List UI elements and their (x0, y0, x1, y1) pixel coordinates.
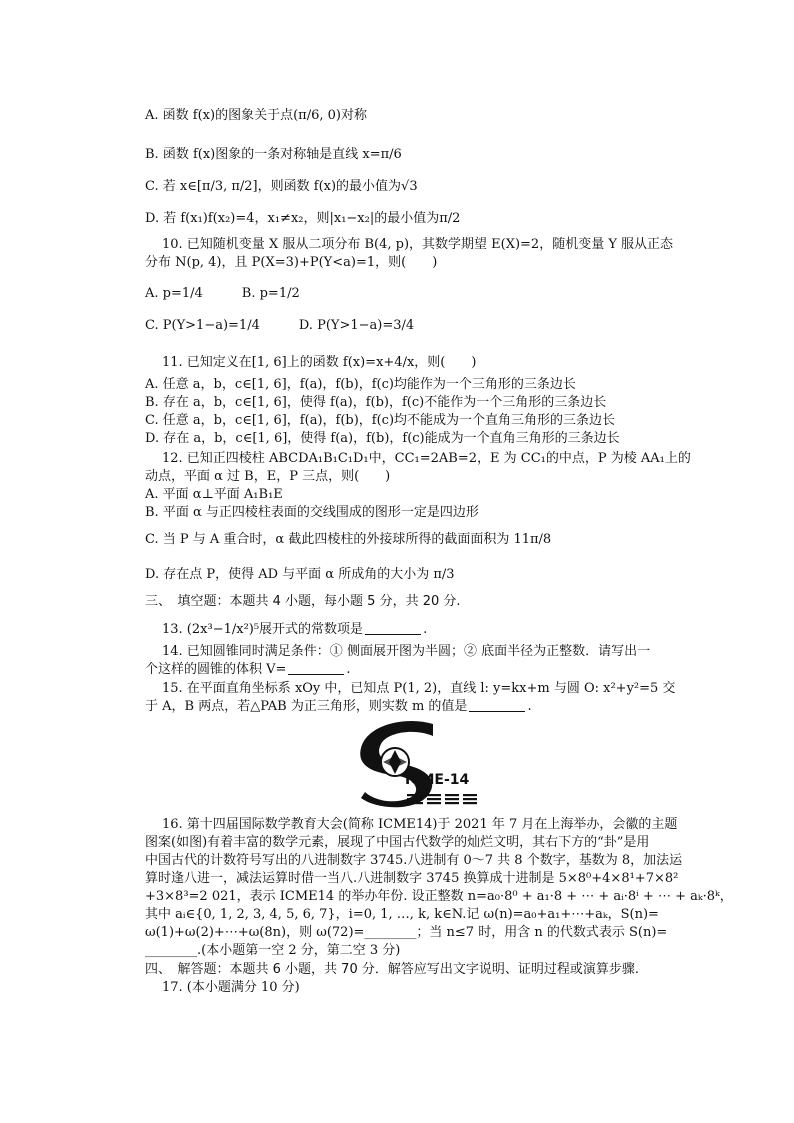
icme14-logo (337, 718, 489, 810)
line-q12-l1 (162, 451, 691, 467)
line-q14-l2: 个这样的圆锥的体积 V= . (145, 662, 351, 677)
line-text: 于 A，B 两点，若△PAB 为正三角形，则实数 m 的值是 (145, 699, 468, 714)
line-q10-l2 (145, 255, 437, 271)
line-sec3 (145, 594, 461, 610)
line-text: C. 当 P 与 A 重合时，α 截此四棱柱的外接球所得的截面面积为 11π/8 (145, 532, 552, 547)
line-q16-l5 (145, 889, 733, 905)
line-text: 17. (本小题满分 10 分) (162, 980, 300, 995)
line-text: A. p=1/4 B. p=1/2 (145, 286, 300, 301)
line-text: 分布 N(p, 4)，且 P(X=3)+P(Y<a)=1，则( ) (145, 255, 438, 270)
line-q12-l2 (145, 469, 390, 485)
line-text: 个这样的圆锥的体积 V= (145, 662, 287, 677)
line-q16-l1 (162, 817, 677, 833)
line-q16-l4 (145, 871, 678, 887)
line-text: ω(1)+ω(2)+⋯+ω(8n)，则 ω(72)=________；当 n≤7 时，用含 n 的代数式表示 S(n)= (145, 925, 668, 940)
line-text: 16. 第十四届国际数学教育大会(简称 ICME14)于 2021 年 7 月在上海举办，会徽的主题 (162, 817, 678, 832)
line-q10-l1 (162, 237, 673, 253)
answer-blank[interactable] (469, 699, 525, 712)
line-opt-9b (145, 147, 402, 163)
answer-blank[interactable] (288, 662, 344, 675)
line-text: 四、 解答题：本题共 6 小题，共 70 分．解答应写出文字说明、证明过程或演算步骤. (145, 962, 639, 977)
line-text: A. 函数 f(x)的图象关于点(π/6, 0)对称 (145, 108, 367, 123)
line-opt-11a (145, 377, 576, 393)
line-text: B. 平面 α 与正四棱柱表面的交线围成的图形一定是四边形 (145, 505, 479, 520)
line-q15-l2: 于 A，B 两点，若△PAB 为正三角形，则实数 m 的值是 . (145, 699, 532, 714)
line-q11 (162, 355, 476, 371)
line-text: C. 若 x∈[π/3, π/2]，则函数 f(x)的最小值为√3 (145, 179, 418, 194)
logo-text: ICME-14 (405, 772, 470, 788)
line-opt-12c (145, 532, 551, 548)
line-text: 10. 已知随机变量 X 服从二项分布 B(4, p)，其数学期望 E(X)=2，随机变量 Y 服从正态 (162, 237, 674, 252)
line-text: D. 若 f(x₁)f(x₂)=4，x₁≠x₂，则|x₁−x₂|的最小值为π/2 (145, 211, 461, 226)
line-opt-9c (145, 179, 418, 195)
line-opt-10cd (145, 318, 414, 334)
line-text: 12. 已知正四棱柱 ABCDA₁B₁C₁D₁中，CC₁=2AB=2，E 为 CC₁的中点，P 为棱 AA₁上的 (162, 451, 691, 466)
line-text: A. 任意 a，b，c∈[1, 6]，f(a)，f(b)，f(c)均能作为一个三角形的三条边长 (145, 377, 576, 392)
line-opt-9a (145, 108, 367, 124)
line-text: 三、 填空题：本题共 4 小题，每小题 5 分，共 20 分. (145, 594, 461, 609)
line-sec4 (145, 962, 639, 978)
line-q17 (162, 980, 300, 996)
line-q16-l2 (145, 835, 649, 851)
line-text: A. 平面 α⊥平面 A₁B₁E (145, 487, 283, 502)
line-opt-11d (145, 431, 620, 447)
line-opt-11b (145, 395, 606, 411)
line-q16-l6 (145, 907, 659, 923)
line-text: 图案(如图)有着丰富的数学元素，展现了中国古代数学的灿烂文明，其右下方的“卦”是用 (145, 835, 650, 850)
line-text: C. P(Y>1−a)=1/4 D. P(Y>1−a)=3/4 (145, 318, 415, 333)
line-text: 15. 在平面直角坐标系 xOy 中，已知点 P(1, 2)，直线 l: y=kx+m 与圆 O: x²+y²=5 交 (162, 681, 676, 696)
line-q16-l3 (145, 853, 682, 869)
line-text: 14. 已知圆锥同时满足条件：① 侧面展开图为半圆；② 底面半径为正整数．请写出一 (162, 644, 651, 659)
line-q16-l7 (145, 925, 667, 941)
line-text: D. 存在 a，b，c∈[1, 6]，使得 f(a)，f(b)，f(c)能成为一个直角三角形的三条边长 (145, 431, 620, 446)
line-q13: 13. (2x³−1/x²)⁵展开式的常数项是 . (162, 622, 428, 637)
line-text: C. 任意 a，b，c∈[1, 6]，f(a)，f(b)，f(c)均不能成为一个直角三角形的三条边长 (145, 413, 616, 428)
line-text: D. 存在点 P，使得 AD 与平面 α 所成角的大小为 π/3 (145, 567, 455, 582)
line-text: +3×8³=2 021，表示 ICME14 的举办年份. 设正整数 n=a₀·8⁰ + a₁·8 + ⋯ + aᵢ·8ⁱ + ⋯ + aₖ·8ᵏ， (145, 889, 733, 904)
line-opt-12b (145, 505, 479, 521)
line-text: B. 函数 f(x)图象的一条对称轴是直线 x=π/6 (145, 147, 402, 162)
line-text: 算时逢八进一，减法运算时借一当八.八进制数字 3745 换算成十进制是 5×8⁰+4×8¹+7×8² (145, 871, 679, 886)
line-text: B. 存在 a，b，c∈[1, 6]，使得 f(a)，f(b)，f(c)不能作为一个三角形的三条边长 (145, 395, 607, 410)
line-text: 动点，平面 α 过 B，E，P 三点，则( ) (145, 469, 391, 484)
line-text: ________.(本小题第一空 2 分，第二空 3 分) (145, 943, 401, 958)
line-opt-12d (145, 567, 455, 583)
answer-blank[interactable] (365, 622, 421, 635)
line-q14-l1 (162, 644, 650, 660)
line-opt-12a (145, 487, 283, 503)
line-text: 中国古代的计数符号写出的八进制数字 3745.八进制有 0～7 共 8 个数字，基数为 8，加法运 (145, 853, 683, 868)
line-opt-11c (145, 413, 615, 429)
line-text: 11. 已知定义在[1, 6]上的函数 f(x)=x+4/x，则( ) (162, 355, 477, 370)
line-q15-l1 (162, 681, 675, 697)
line-text: 13. (2x³−1/x²)⁵展开式的常数项是 (162, 622, 364, 637)
line-text: 其中 aᵢ∈{0, 1, 2, 3, 4, 5, 6, 7}，i=0, 1, …, k, k∈N.记 ω(n)=a₀+a₁+⋯+aₖ，S(n)= (145, 907, 659, 922)
line-opt-10ab (145, 286, 300, 302)
line-q16-l8 (145, 943, 400, 959)
line-opt-9d (145, 211, 460, 227)
